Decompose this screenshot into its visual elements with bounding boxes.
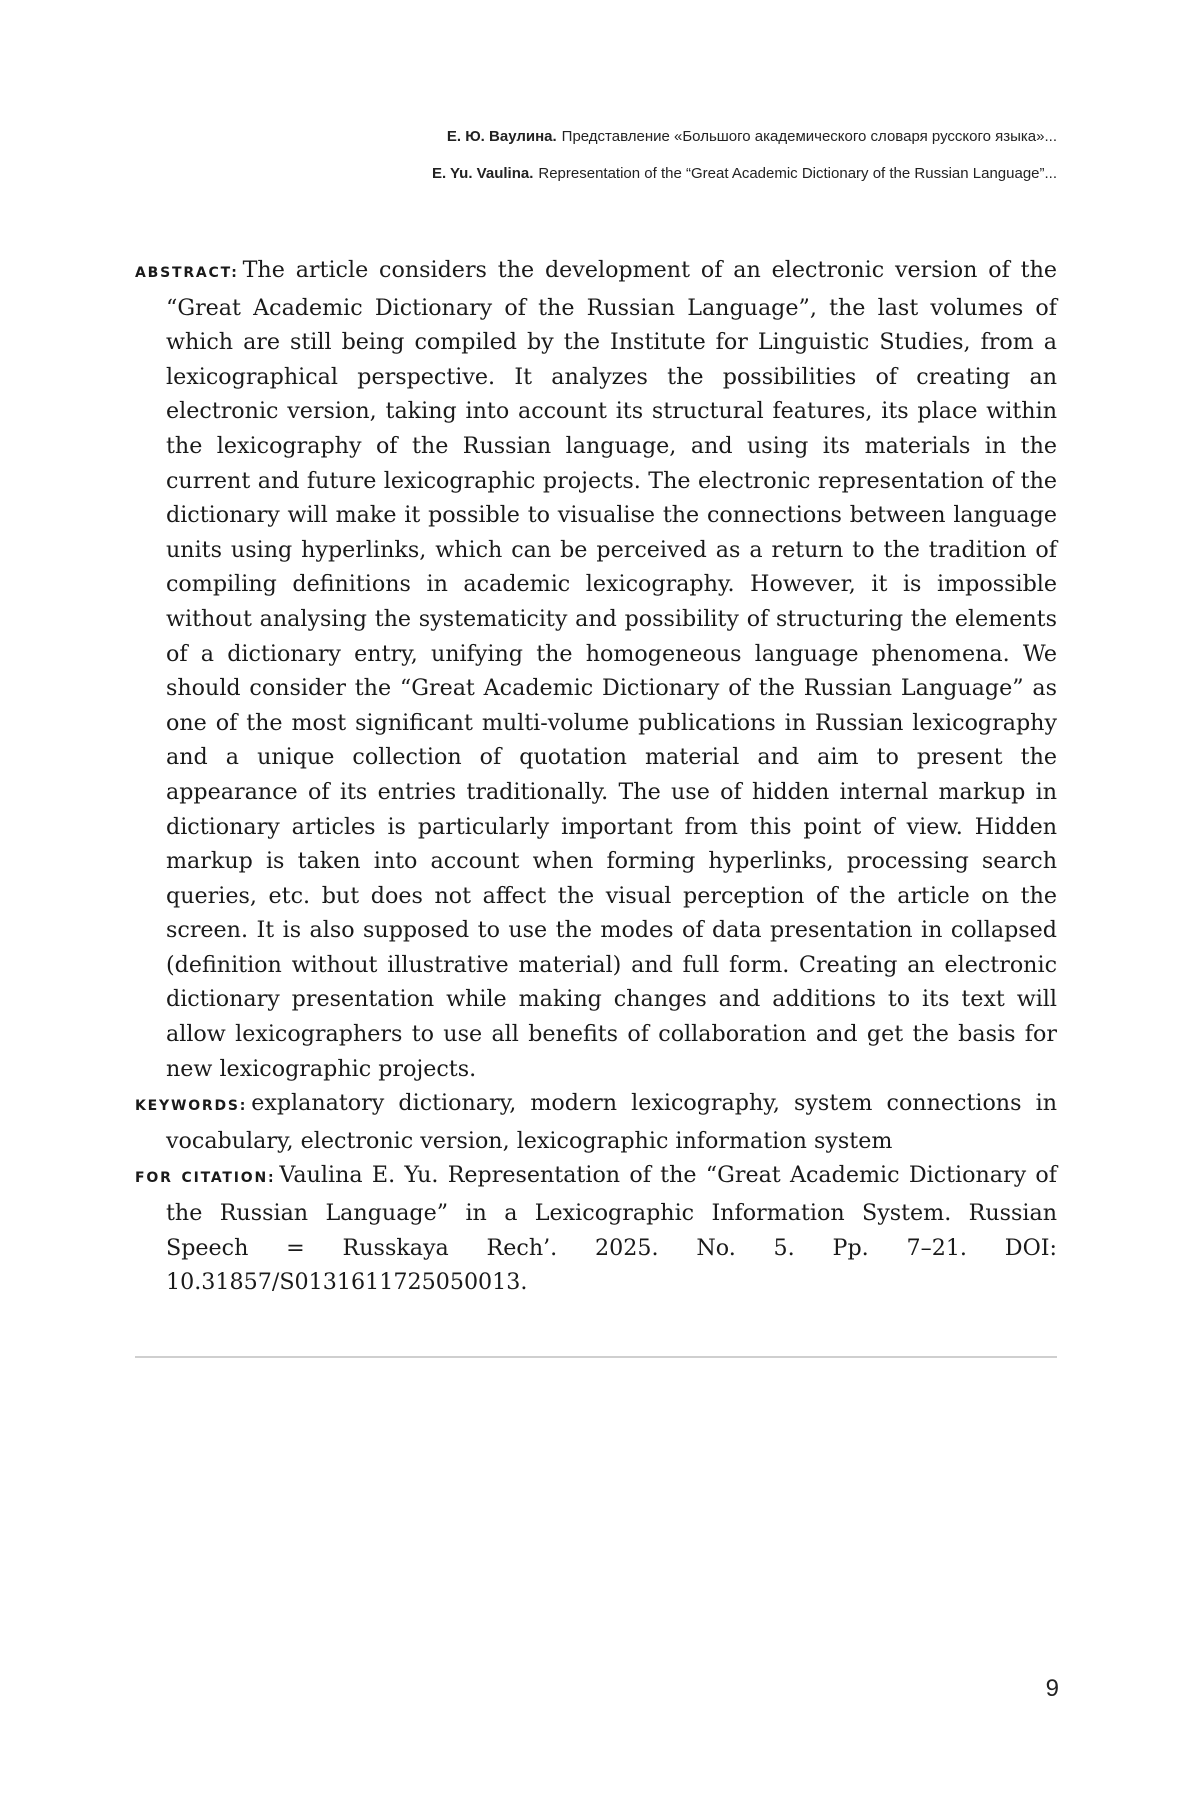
abstract-label: ABSTRACT:: [135, 265, 239, 281]
citation-label: FOR CITATION:: [135, 1170, 276, 1187]
citation-block: [135, 1158, 1057, 1299]
abstract-block: [135, 253, 1057, 1086]
running-head-ru-title: Представление «Большого академического словаря русского языка»...: [561, 128, 1057, 145]
abstract-text: The article considers the development of an electronic version of the “Great Academic Dictionary of the Russian Language”, the last volumes of which are still being compiled by the Institute for Linguistic Studies, from a lexicographical perspective. It analyzes the possibilities of creating an electronic version, taking into account its structural features, its place within the lexicography of the Russian language, and using its materials in the current and future lexicographic projects. The electronic representation of the dictionary will make it possible to visualise the connections between language units using hyperlinks, which can be perceived as a return to the tradition of compiling definitions in academic lexicography. However, it is impossible without analysing the systematicity and possibility of structuring the elements of a dictionary entry, unifying the homogeneous language phenomena. We should consider the “Great Academic Dictionary of the Russian Language” as one of the most significant multi-volume publications in Russian lexicography and a unique collection of quotation material and aim to present the appearance of its entries traditionally. The use of hidden internal markup in dictionary articles is particularly important from this point of view. Hidden markup is taken into account when forming hyperlinks, processing search queries, etc. but does not affect the visual perception of the article on the screen. It is also supposed to use the modes of data presentation in collapsed (definition without illustrative material) and full form. Creating an electronic dictionary presentation while making changes and additions to its text will allow lexicographers to use all benefits of collaboration and get the basis for new lexicographic projects.: [166, 257, 1057, 1082]
running-head-en-author: E. Yu. Vaulina.: [431, 165, 534, 182]
keywords-text: explanatory dictionary, modern lexicography, system connections in vocabulary, electronic version, lexicographic information system: [166, 1090, 1057, 1154]
running-head-ru-author: Е. Ю. Ваулина.: [446, 128, 557, 145]
citation-text: Vaulina E. Yu. Representation of the “Great Academic Dictionary of the Russian Language” in a Lexicographic Information System. Russian Speech = Russkaya Rech’. 2025. No. 5. Pp. 7–21. DOI: 10.31857/S0131611725050013.: [166, 1162, 1057, 1296]
page-number: 9: [1045, 1675, 1059, 1702]
keywords-label: KEYWORDS:: [135, 1098, 248, 1115]
running-head-english: [432, 165, 1057, 182]
running-head-en-title: Representation of the “Great Academic Dictionary of the Russian Language”...: [538, 165, 1057, 182]
running-head-russian: [447, 128, 1057, 145]
article-metadata: [135, 253, 1057, 1300]
keywords-block: [135, 1086, 1057, 1158]
section-divider: [135, 1356, 1057, 1358]
